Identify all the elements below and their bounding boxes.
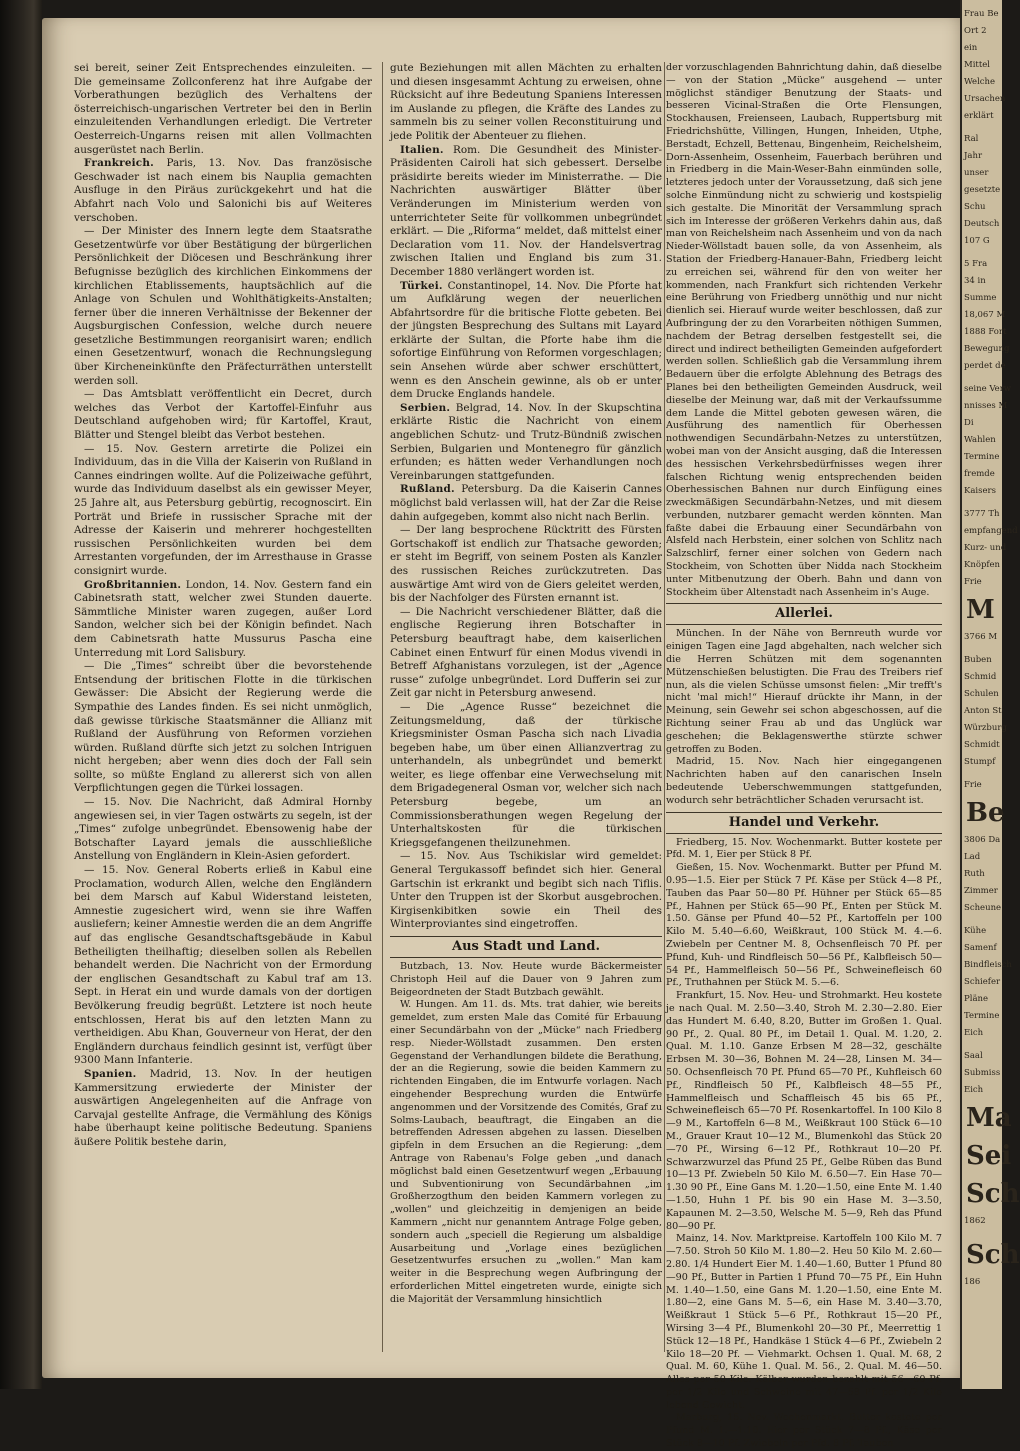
adjacent-page-fragment: Eich — [964, 1028, 984, 1038]
adjacent-page-fragment: Scheune — [964, 903, 1002, 913]
adjacent-page-fragment: 5 Fra — [964, 259, 988, 269]
article-polizei: — 15. Nov. Gestern arretirte die Polizei ein Individuum, das in die Villa der Kaiserin von Rußland in Cannes eindringen wollte. Auf die Polizeiwache geführt, wurde das Individuum daselbst als ein gewisser Meyer, 25 Jahre alt, aus Petersburg gebürtig, recognoscirt. Ein Porträt und Briefe in russischer Sprache mit der Adresse der Kaiserin und mehrerer hochgestellten russischen Persönlichkeiten wurden bei dem Arrestanten vorgefunden, der im Arresthause in Grasse consignirt wurde. — [74, 442, 372, 577]
text-italien: Rom. Die Gesundheit des Minister-Präsidenten Cairoli hat sich gebessert. Derselbe präsidirte bereits wieder im Ministerrathe. — Die Nachrichten auswärtiger Blätter über Veränderungen im Ministerium werden von unterrichteter Seite für vollkommen unbegründet erklärt. — Die „Riforma“ meldet, daß mittelst einer Declaration vom 11. Nov. der Handelsvertrag zwischen Italien und England bis zum 31. December 1880 verlängert worden ist. — [390, 143, 662, 278]
adjacent-page-fragment: 3806 Da — [964, 835, 1001, 845]
article-mainz: Mainz, 14. Nov. Marktpreise. Kartoffeln 100 Kilo M. 7—7.50. Stroh 50 Kilo M. 1.80—2. Heu 50 Kilo M. 2.60—2.80. 1/4 Hundert Eier M. 1.40—1.60, Butter 1 Pfund 80—90 Pf., Butter in Partien 1 Pfund 70—75 Pf., Ein Huhn M. 1.40—1.50, eine Gans M. 1.20—1.50, eine Ente M. 1.80—2, eine Gans M. 5—6, ein Hase M. 3.40—3.70, Weißkraut 1 Stück 5—6 Pf., Rothkraut 15—20 Pf., Wirsing 3—4 Pf., Blumenkohl 20—30 Pf., Meerrettig 1 Stück 12—18 Pf., Handkäse 1 Stück 4—6 Pf., Zwiebeln 2 Kilo 18—20 Pf. — Viehmarkt. Ochsen 1. Qual. M. 68, 2 Qual. M. 60, Kühe 1. Qual. M. 56., 2. Qual. M. 46—50. Alles per 50 Kilo. Kälber wurden bezahlt mit 56—60 Pf. per 1/2 Kilo und Schweine mit 47—58 Pf. per 1/2 Kilo lebend Gewicht. — [666, 1233, 942, 1411]
column-3 — [666, 62, 942, 1450]
section-heading-stadt-und-land: Aus Stadt und Land. — [390, 936, 662, 958]
adjacent-page-fragment: 107 G — [964, 236, 990, 246]
text-russland: Petersburg. Da die Kaiserin Cannes möglichst bald verlassen will, hat der Zar die Reise dahin aufgegeben, kommt also nicht nach Berlin. — [390, 483, 662, 523]
article-botschafter: — Die Nachricht verschiedener Blätter, daß die englische Regierung ihren Botschafter in Petersburg beauftragt habe, dem kaiserlichen Cabinet einen Entwurf für einen Modus vivendi in Betreff Afghanistans vorzulegen, ist der „Agence russe“ zufolge unbegründet. Lord Dufferin sei zur Zeit gar nicht in Petersburg anwesend. — [390, 605, 662, 700]
adjacent-page-fragment: Frie — [964, 780, 982, 790]
adjacent-page-fragment: Wahlen — [964, 435, 996, 445]
adjacent-page-fragment: 18,067 M — [964, 310, 1006, 320]
adjacent-page-fragment: empfangend — [964, 526, 1018, 536]
adjacent-page-fragment: perdet de — [964, 361, 1006, 371]
article-serbien — [390, 402, 662, 484]
article-spanien — [74, 1068, 372, 1150]
article-tschikislar: — 15. Nov. Aus Tschikislar wird gemeldet: General Tergukassoff befindet sich hier. General Gartschin ist erkrankt und begibt sich nach Tiflis. Unter den Truppen ist der Skorbut ausgebrochen. Kirgisenkibitken sowie ein Theil des Winterproviantes sind eingetroffen. — [390, 850, 662, 931]
adjacent-page-fragment: Deutsch — [964, 219, 1000, 229]
book-binding — [0, 0, 42, 1389]
article-russland — [390, 483, 662, 524]
adjacent-page-fragment: 3766 M — [964, 632, 998, 642]
article-oesterreich: sei bereit, seiner Zeit Entsprechendes einzuleiten. — Die gemeinsame Zollconferenz hat ihre Aufgabe der Vorberathungen bezüglich des Verhaltens der österreichisch-ungarischen Vertreter bei den in Berlin einzuleitenden Verhandlungen erledigt. Die Vertreter Oesterreich-Ungarns reisen mit allen Vollmachten ausgerüstet nach Berlin. — [74, 62, 372, 156]
adjacent-page-fragment: 34 in — [964, 276, 986, 286]
adjacent-page-fragment: Schmid — [964, 672, 997, 682]
adjacent-page-fragment: Sch — [966, 1240, 1020, 1270]
adjacent-page-fragment: Lad — [964, 852, 981, 862]
adjacent-page-fragment: Stumpf — [964, 757, 996, 767]
adjacent-page-fragment: Bewegung — [964, 344, 1010, 354]
adjacent-page-fragment: Submiss — [964, 1068, 1001, 1078]
adjacent-page-fragment: Termine — [964, 1011, 1000, 1021]
heading-serbien: Serbien. — [400, 401, 451, 414]
adjacent-page-fragment: fremde — [964, 469, 995, 479]
adjacent-page-fragment: Ort 2 — [964, 26, 987, 36]
adjacent-page-fragment: Sch — [966, 1179, 1020, 1209]
adjacent-page-fragment: Frau Be — [964, 9, 999, 19]
adjacent-page-strip — [960, 0, 1020, 1389]
column-divider-1 — [382, 62, 383, 1352]
adjacent-page-fragment: 186 — [964, 1277, 981, 1287]
adjacent-page-fragment: Jahr — [964, 151, 983, 161]
text-serbien: Belgrad, 14. Nov. In der Skupschtina erklärte Ristic die Nachricht von einem angeblichen Schutz- und Trutz-Bündniß zwischen Serbien, Bulgarien und Montenegro für gänzlich erfunden; es hätten weder Verhandlungen noch Vereinbarungen stattgefunden. — [390, 401, 662, 482]
adjacent-page-fragment: Anton St — [964, 706, 1002, 716]
adjacent-page-fragment: Termine — [964, 452, 1000, 462]
adjacent-page-fragment: Sei — [966, 1141, 1012, 1171]
adjacent-page-fragment: Frie — [964, 577, 982, 587]
adjacent-page-fragment: Pläne — [964, 994, 989, 1004]
article-hungen: W. Hungen. Am 11. ds. Mts. trat dahier, wie bereits gemeldet, zum ersten Male das Comité für Erbauung einer Secundärbahn von der „Mücke“ nach Friedberg resp. Nieder-Wöllstadt zusammen. Den ersten Gegenstand der Verhandlungen bildete die Berathung, der an die Regierung, sowie die beiden Kammern zu richtenden Eingaben, die im Entwurfe vorlagen. Nach eingehender Besprechung wurden die Entwürfe angenommen und der Vorsitzende des Comités, Graf zu Solms-Laubach, beauftragt, die Eingaben an die betreffenden Adressen abgehen zu lassen. Dieselben gipfeln in dem Ersuchen an die Regierung: „dem Antrage von Rabenau's Folge geben „und danach möglichst bald einen Gesetzentwurf wegen „Erbauung und Subventionirung von Secundärbahnen „im Großherzogthum den beiden Kammern vorlegen zu „wollen“ und gleichzeitig in demjenigen an beide Kammern „nicht nur genanntem Antrage Folge geben, sondern auch „speciell die Regierung um alsbaldige Ausarbeitung und „Vorlage eines bezüglichen Gesetzentwurfes ersuchen zu „wollen.“ Man kam weiter in die Besprechung wegen Aufbringung der erforderlichen Mittel eingetreten wurde, einigte sich die Majorität der Versammlung hinsichtlich — [390, 999, 662, 1305]
adjacent-page-fragment: Eich — [964, 1085, 984, 1095]
adjacent-page-fragment: Ma — [966, 1103, 1012, 1133]
adjacent-page-fragment: unser — [964, 168, 989, 178]
adjacent-page-fragment: nnisses M — [964, 401, 1008, 411]
section-heading-handel-und-verkehr: Handel und Verkehr. — [666, 812, 942, 834]
adjacent-page-fragment: Be — [966, 798, 1005, 828]
section-heading-allerlei: Allerlei. — [666, 603, 942, 625]
adjacent-page-fragment: Ruth — [964, 869, 985, 879]
adjacent-page-fragment: Zimmer — [964, 886, 998, 896]
heading-russland: Rußland. — [400, 483, 455, 496]
adjacent-page-fragment: gesetzte — [964, 185, 1001, 195]
adjacent-page-fragment: Kurz- und — [964, 543, 1007, 553]
text-grossbritannien: London, 14. Nov. Gestern fand ein Cabinetsrath statt, welcher zwei Stunden dauerte. Sämmtliche Minister waren zugegen, außer Lord Sandon, welcher sich bei der Königin befindet. Nach dem Cabinetsrath hatte Mussurus Pascha eine Unterredung mit Lord Salisbury. — [74, 578, 372, 659]
adjacent-page-fragment: erklärt — [964, 111, 994, 121]
text-tuerkei: Constantinopel, 14. Nov. Die Pforte hat um Aufklärung wegen der neuerlichen Abfahrtsordre für die britische Flotte gebeten. Bei der jüngsten Besprechung des Sultans mit Layard erklärte der Sultan, die Pforte habe ihm die sofortige Einführung von Reformen vorgeschlagen; sein Ansehen würde aber schwer erschüttert, wenn es den Anschein gewinne, als ob er unter dem Drucke Englands handele. — [390, 279, 662, 401]
heading-spanien: Spanien. — [84, 1067, 137, 1080]
adjacent-page-fragment: Buben — [964, 655, 992, 665]
adjacent-page-fragment: 3777 Th — [964, 509, 1000, 519]
article-times: — Die „Times“ schreibt über die bevorstehende Entsendung der britischen Flotte in die türkischen Gewässer: Die Absicht der Regierung werde die Sympathie des Landes finden. Es sei nicht unmöglich, daß gewisse türkische Staatsmänner die Allianz mit Rußland der Ausführung von Reformen vorziehen würden. Rußland dürfte sich jetzt zu solchen Intriguen nicht hergeben; aber wenn dies doch der Fall sein sollte, so müßte England zu allererst sich von allen Verpflichtungen gegen die Türkei lossagen. — [74, 660, 372, 795]
article-roberts: — 15. Nov. General Roberts erließ in Kabul eine Proclamation, wodurch Allen, welche den Engländern bei dem Marsch auf Kabul Widerstand leisteten, Amnestie zugesichert wird, wenn sie ihre Waffen ausliefern; keiner Amnestie werden die an dem Angriffe auf das englische Gesandtschaftsgebäude in Kabul Betheiligten theilhaftig; dieselben sollen als Rebellen behandelt werden. Die Nachricht von der Ermordung der englischen Gesandtschaft zu Kabul traf am 13. Sept. in Herat ein und wurde damals von der dortigen Bevölkerung freudig begrüßt. Letztere ist noch heute entschlossen, Herat bis auf den letzten Mann zu vertheidigen. Abu Khan, Gouverneur von Herat, der den Engländern durchaus feindlich gesinnt ist, verfügt über 9300 Mann Infanterie. — [74, 864, 372, 1067]
adjacent-page-fragment: seine Verw — [964, 384, 1012, 394]
column-1 — [74, 62, 372, 1352]
adjacent-page-fragment: Würzburg — [964, 723, 1007, 733]
heading-italien: Italien. — [400, 143, 444, 156]
adjacent-page-fragment: Ral — [964, 134, 979, 144]
article-friedberg: Friedberg, 15. Nov. Wochenmarkt. Butter kostete per Pfd. M. 1, Eier per Stück 8 Pf. — [666, 836, 942, 861]
article-madrid: Madrid, 15. Nov. Nach hier eingegangenen Nachrichten haben auf den canarischen Inseln bedeutende Ueberschwemmungen stattgefunden, wodurch sehr beträchtlicher Schaden verursacht ist. — [666, 756, 942, 806]
article-agence-russe: — Die „Agence Russe“ bezeichnet die Zeitungsmeldung, daß der türkische Kriegsminister Osman Pascha sich nach Livadia begeben habe, um über einen Allianzvertrag zu unterhandeln, als unbegründet und bemerkt weiter, es liege offenbar eine Verwechselung mit dem Brigadegeneral Osman vor, welcher sich nach Petersburg begebe, um an Commissionsberathungen wegen Regelung der Unterhaltskosten für die türkischen Kriegsgefangenen theilzunehmen. — [390, 700, 662, 849]
article-gortschakoff: — Der lang besprochene Rücktritt des Fürsten Gortschakoff ist endlich zur Thatsache geworden; er steht im Begriff, von seinem Posten als Kanzler des russischen Reiches zurückzutreten. Das auswärtige Amt wird von de Giers geleitet werden, bis der Nachfolger des Fürsten ernannt ist. — [390, 524, 662, 605]
article-marburg: Marburg, 15. Nov. Wochenmarkt. Butter kostete per Pfund M. 1.—1.10. Eier per Stück 7—8 Pf., Käse per Stück 8—10 Pf. Zwiebeln per Pfd. 8 Pf. Tauben — [666, 1412, 942, 1450]
adjacent-page-fragment: Saal — [964, 1051, 983, 1061]
adjacent-page-fragment: 1862 — [964, 1216, 986, 1226]
text-spanien: Madrid, 13. Nov. In der heutigen Kammersitzung erwiederte der Minister der auswärtigen Angelegenheiten auf die Anfrage von Carvajal gestellte Anfrage, die Vermählung des Königs habe überhaupt keine politische Bedeutung. Spaniens äußere Politik bestehe darin, — [74, 1067, 372, 1148]
article-frankreich — [74, 157, 372, 225]
adjacent-page-fragment: Samenf — [964, 943, 997, 953]
heading-tuerkei: Türkei. — [400, 279, 443, 292]
adjacent-page-fragment: Kaisers — [964, 486, 996, 496]
heading-frankreich: Frankreich. — [84, 157, 154, 170]
column-2 — [390, 62, 662, 1352]
adjacent-page-fragment: Schulen — [964, 689, 999, 699]
adjacent-page-fragment: 1888 Fort — [964, 327, 1007, 337]
article-admiral: — 15. Nov. Die Nachricht, daß Admiral Hornby angewiesen sei, in vier Tagen ostwärts zu segeln, ist der „Times“ zufolge unbegründet. Ebensowenig habe der Botschafter Layard jemals die ausschließliche Anstellung von Engländern in Klein-Asien gefordert. — [74, 796, 372, 863]
article-butzbach: Butzbach, 13. Nov. Heute wurde Bäckermeister Christoph Heil auf die Dauer von 9 Jahren zum Beigeordneten der Stadt Butzbach gewählt. — [390, 961, 662, 998]
adjacent-page-fragment: Kühe — [964, 926, 987, 936]
article-tuerkei — [390, 280, 662, 402]
adjacent-page-fragment: Ursachen — [964, 94, 1006, 104]
adjacent-page-fragment: Mittel — [964, 60, 991, 70]
adjacent-page-fragment: Di — [964, 418, 974, 428]
article-minister: — Der Minister des Innern legte dem Staatsrathe Gesetzentwürfe vor über Bestätigung der bürgerlichen Persönlichkeit der Diöcesen und Beschränkung ihrer Befugnisse bezüglich des kirchlichen Einkommens der kirchlichen Etablissements, hauptsächlich auf die Anlage von Schulen und Wohlthätigkeits-Anstalten; ferner über die inneren Verhältnisse der Bekenner der Augsburgischen Confession, welche durch neuere gesetzliche Bestimmungen reorganisirt waren; endlich einen Gesetzentwurf, wonach die Rechnungslegung über Kircheneinkünfte den Präfecturräthen unterstellt werden soll. — [74, 225, 372, 387]
article-frankfurt: Frankfurt, 15. Nov. Heu- und Strohmarkt. Heu kostete je nach Qual. M. 2.50—3.40, Stroh M. 2.30—2.80. Eier das Hundert M. 6.40, 8.20, Butter im Großen 1. Qual. 90 Pf., 2. Qual. 80 Pf., im Detail 1. Qual. M. 1.20, 2. Qual. M. 1.10. Ganze Erbsen M 28—32, geschälte Erbsen M. 30—36, Bohnen M. 24—28, Linsen M. 34—50. Ochsenfleisch 70 Pf. Pfund 65—70 Pf., Kuhfleisch 60 Pf., Rindfleisch 50 Pf., Kalbfleisch 48—55 Pf., Hammelfleisch und Schaffleisch 45 bis 65 Pf., Schweinefleisch 65—70 Pf. Rosenkartoffel. In 100 Kilo 8—9 M., Kartoffeln 6—8 M., Weißkraut 100 Stück 6—10 M., Grauer Kraut 10—12 M., Blumenkohl das Stück 20—70 Pf., Wirsing 6—12 Pf., Rothkraut 10—20 Pf. Schwarzwurzel das Pfund 25 Pf., Gelbe Rüben das Bund 10—13 Pf. Zwiebeln 50 Kilo M. 6.50—7. Ein Hase 70—1.30 90 Pf., Eine Gans M. 1.20—1.50, eine Ente M. 1.40—1.50, Huhn 1 Pf. bis 90 ein Hase M. 3—3.50, Kapaunen M. 2—3.50, Welsche M. 5—9, Reh das Pfund 80—90 Pf. — [666, 990, 942, 1232]
adjacent-page-fragment: Knöpfen — [964, 560, 1001, 570]
article-giessen: Gießen, 15. Nov. Wochenmarkt. Butter per Pfund M. 0.95—1.5. Eier per Stück 7 Pf. Käse per Stück 4—8 Pf., Tauben das Paar 50—80 Pf. Hühner per Stück 65—85 Pf., Hahnen per Stück 65—90 Pf., Enten per Stück M. 1.50. Gänse per Pfund 40—52 Pf., Kartoffeln per 100 Kilo M. 5.40—6.60, Weißkraut, 100 Stück M. 4.—6. Zwiebeln per Centner M. 8, Ochsenfleisch 70 Pf. per Pfund, Kuh- und Rindfleisch 50—56 Pf., Kalbfleisch 50—54 Pf., Hammelfleisch 50—56 Pf., Schweinefleisch 60 Pf., Truthahnen per Stück M. 5.—6. — [666, 862, 942, 989]
article-amtsblatt: — Das Amtsblatt veröffentlicht ein Decret, durch welches das Verbot der Kartoffel-Einfuhr aus Deutschland aufgehoben wird; für Kartoffel, Kraut, Blätter und Stengel bleibt das Verbot bestehen. — [74, 388, 372, 442]
adjacent-page-fragment: M — [966, 595, 995, 625]
text-frankreich: Paris, 13. Nov. Das französische Geschwader ist nach einem bis Nauplia gemachten Ausfluge in den Piräus zurückgekehrt und hat die Abfahrt nach Volo und Salonichi bis auf Weiteres verschoben. — [74, 157, 372, 224]
adjacent-page-fragment: Schiefer — [964, 977, 1001, 987]
heading-grossbritannien: Großbritannien. — [84, 578, 182, 591]
column-divider-2 — [664, 62, 665, 1352]
adjacent-page-fragment: ein — [964, 43, 978, 53]
adjacent-page-fragment: Welche — [964, 77, 996, 87]
article-bahnrichtung: der vorzuschlagenden Bahnrichtung dahin, daß dieselbe — von der Station „Mücke“ ausgehend — unter möglichst ständiger Benutzung der Staats- und besseren Vicinal-Straßen die Orte Flensungen, Stockhausen, Freienseen, Laubach, Ruppertsburg mit Friedrichshütte, Villingen, Hungen, Inheiden, Utphe, Berstadt, Echzell, Bettenau, Bingenheim, Reichelsheim, Dorn-Assenheim, Ossenheim, Fauerbach berühren und in Friedberg in die Main-Weser-Bahn einmünden solle, letzteres jedoch unter der Voraussetzung, daß sich jene solche Einmündung nicht zu schwierig und kostspielig sich gestalte. Die Minorität der Versammlung sprach sich im Interesse der größeren Verkehrs dahin aus, daß man von Reichelsheim nach Assenheim und von da nach Nieder-Wöllstadt bauen solle, da von Assenheim, als Station der Friedberg-Hanauer-Bahn, Friedberg leicht zu erreichen sei, während für den von weiter her kommenden, nach Frankfurt sich richtenden Verkehr eine Berührung von Friedberg unnöthig und nur nicht dienlich sei. Hierauf wurde weiter beschlossen, daß zur Aufbringung der zu den Vorarbeiten nöthigen Summen, nachdem der Betrag derselben festgestellt sei, die direct und indirect betheiligten Gemeinden aufgefordert werden sollen. Schließlich gab die Versammlung ihrem Bedauern über die erfolgte Ablehnung des Betrags des Planes bei den betheiligten Gemeinden Ausdruck, weil dieselbe der Meinung war, daß mit der Verkaufssumme dem Lande die Mittel geboten gewesen wären, die Ausführung des namentlich für Oberhessen nothwendigen Secundärbahn-Netzes zu unterstützen, wobei man von der Ansicht ausging, daß die Interessen des hessischen Verkehrsbedürfnisses wegen ihrer falschen Richtung wenig entsprechenden beiden Oberhessischen Bahnen nur durch Einfügung eines zweckmäßigen Secundärbahn-Netzes, und mit diesem verbunden, nutzbarer gemacht werden könnten. Man faßte dabei die Erbauung einer Secundärbahn von Alsfeld nach Herbstein, einer solchen von Schlitz nach Salzschlirf, ferner einer solchen von Gedern nach Stockheim, von Schotten über Nidda nach Stockheim unter Mitbenutzung der Oberh. Bahn und dann von Stockheim über Altenstadt nach Assenheim in's Auge. — [666, 62, 942, 598]
article-grossbritannien — [74, 579, 372, 661]
adjacent-page-fragment: Summe — [964, 293, 997, 303]
adjacent-page-fragment: Schu — [964, 202, 986, 212]
article-muenchen: München. In der Nähe von Bernreuth wurde vor einigen Tagen eine Jagd abgehalten, nach welcher sich die Herren Schützen mit dem sogenannten Mützenschießen belustigten. Die Frau des Treibers rief nun, als die vielen Schüsse umsonst fielen: „Mir trefft's nicht 'mal mich!“ Hierauf drückte ihr Mann, in der Meinung, sein Gewehr sei schon abgeschossen, auf die Richtung seiner Frau ab und das Unglück war geschehen; die Beklagenswerthe stürzte schwer getroffen zu Boden. — [666, 628, 942, 755]
adjacent-page-fragment: Schmidt — [964, 740, 1000, 750]
article-spanien-cont: gute Beziehungen mit allen Mächten zu erhalten und diesen insgesammt Achtung zu erweisen, ohne Rücksicht auf ihre Bedeutung Spaniens Interessen im Auslande zu pflegen, die Kräfte des Landes zu sammeln bis zu seiner vollen Reconstituirung und jede Politik der Abenteuer zu fliehen. — [390, 62, 662, 142]
adjacent-page-fragment: Bindfleisch — [964, 960, 1012, 970]
article-italien — [390, 144, 662, 280]
